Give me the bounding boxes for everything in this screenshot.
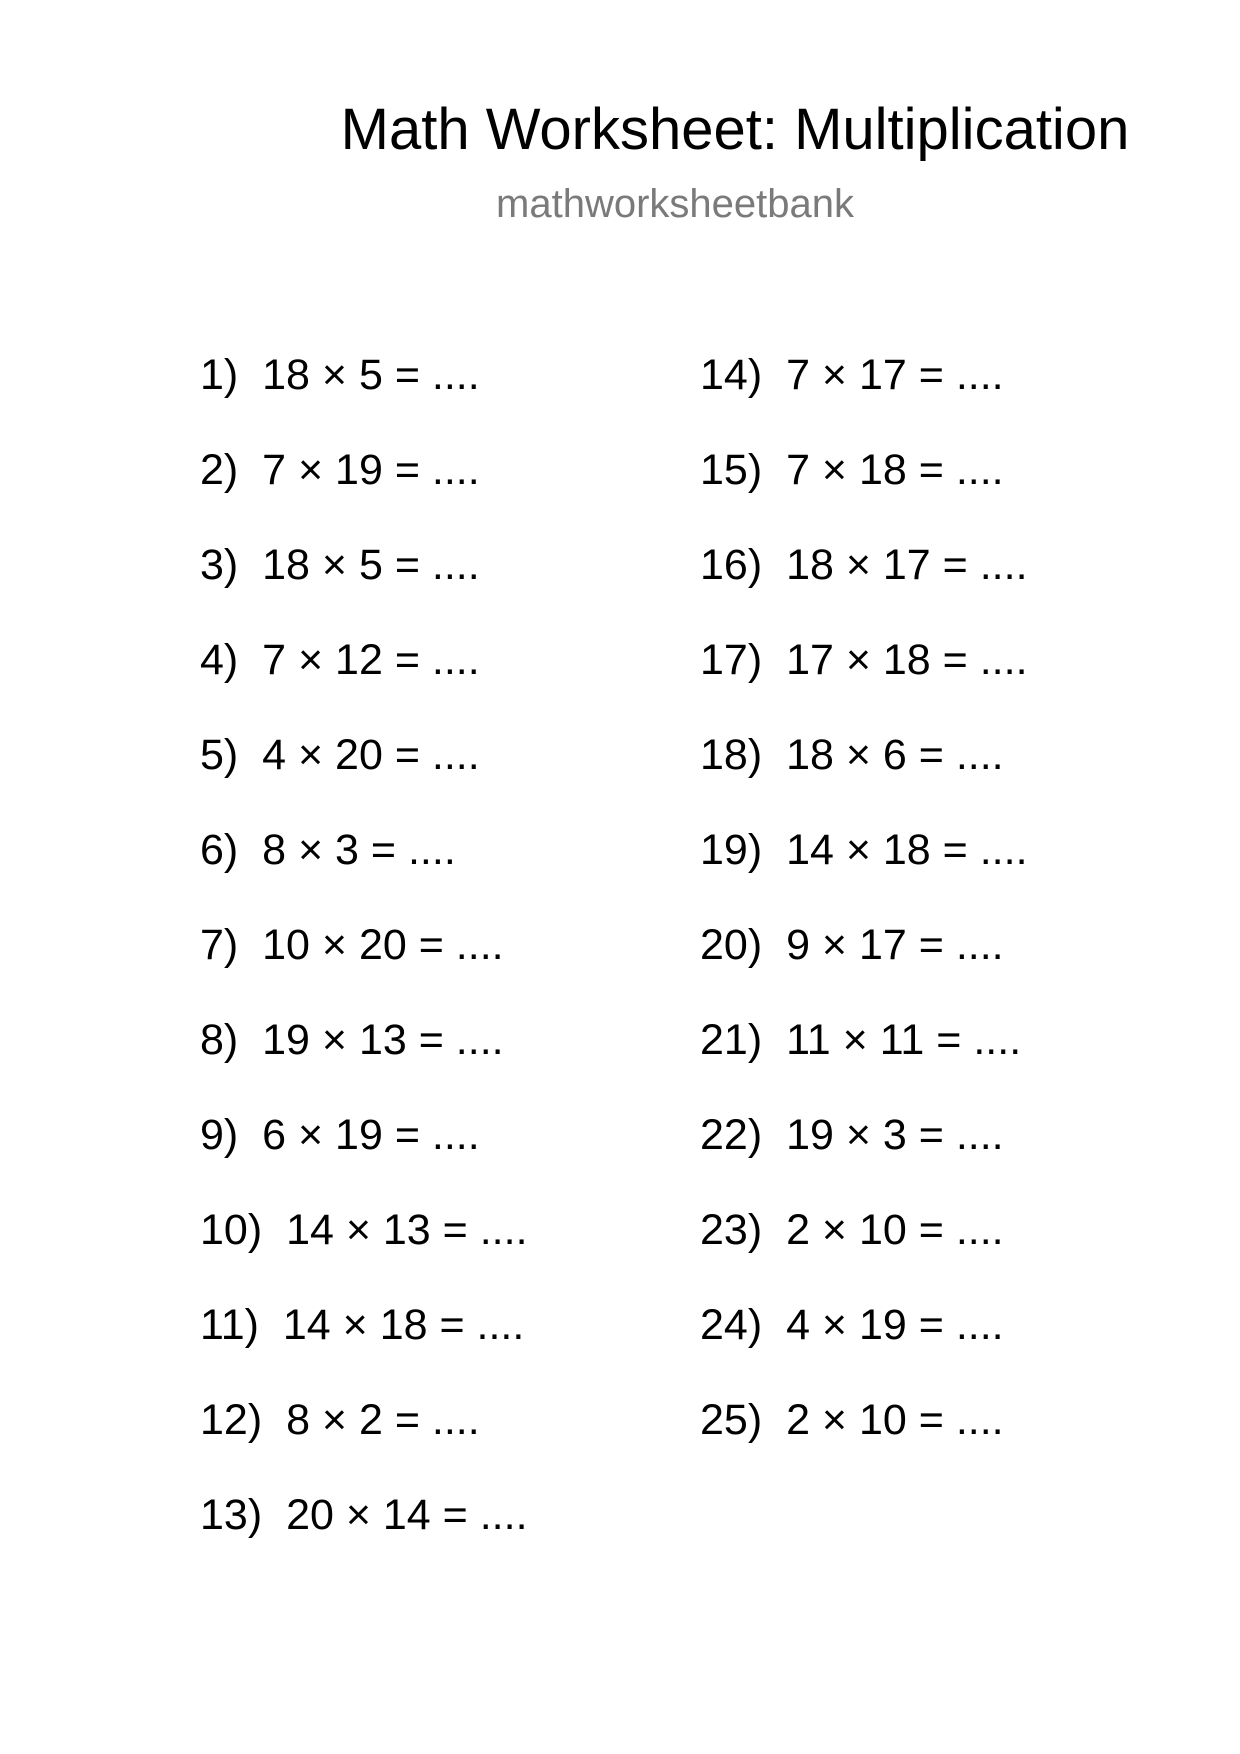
problem-number: 23) bbox=[700, 1206, 763, 1254]
problem-24 bbox=[700, 1295, 1028, 1390]
problem-10 bbox=[200, 1200, 528, 1295]
problem-number: 8) bbox=[200, 1016, 239, 1064]
problem-expression: 8 × 3 = .... bbox=[262, 826, 456, 874]
problem-number: 3) bbox=[200, 541, 239, 589]
problem-expression: 14 × 18 = .... bbox=[786, 826, 1028, 874]
problem-21 bbox=[700, 1010, 1028, 1105]
problem-16 bbox=[700, 535, 1028, 630]
problem-expression: 8 × 2 = .... bbox=[286, 1396, 480, 1444]
problem-number: 4) bbox=[200, 636, 239, 684]
problem-number: 18) bbox=[700, 731, 763, 779]
problem-expression: 9 × 17 = .... bbox=[786, 921, 1004, 969]
problem-expression: 19 × 13 = .... bbox=[262, 1016, 504, 1064]
problem-25 bbox=[700, 1390, 1028, 1485]
problem-number: 9) bbox=[200, 1111, 239, 1159]
problem-23 bbox=[700, 1200, 1028, 1295]
problem-20 bbox=[700, 915, 1028, 1010]
problem-expression: 18 × 17 = .... bbox=[786, 541, 1028, 589]
problem-19 bbox=[700, 820, 1028, 915]
problem-9 bbox=[200, 1105, 528, 1200]
problem-number: 5) bbox=[200, 731, 239, 779]
problem-number: 20) bbox=[700, 921, 763, 969]
problem-expression: 10 × 20 = .... bbox=[262, 921, 504, 969]
problem-expression: 18 × 6 = .... bbox=[786, 731, 1004, 779]
problem-number: 21) bbox=[700, 1016, 763, 1064]
problem-number: 13) bbox=[200, 1491, 263, 1539]
problem-1 bbox=[200, 345, 528, 440]
problem-expression: 17 × 18 = .... bbox=[786, 636, 1028, 684]
problem-15 bbox=[700, 440, 1028, 535]
problem-expression: 4 × 19 = .... bbox=[786, 1301, 1004, 1349]
problem-number: 6) bbox=[200, 826, 239, 874]
problem-number: 2) bbox=[200, 446, 239, 494]
problem-6 bbox=[200, 820, 528, 915]
problem-13 bbox=[200, 1485, 528, 1580]
problem-number: 16) bbox=[700, 541, 763, 589]
problem-expression: 7 × 18 = .... bbox=[786, 446, 1004, 494]
problem-expression: 11 × 11 = .... bbox=[786, 1016, 1022, 1064]
problem-number: 12) bbox=[200, 1396, 263, 1444]
problems-column-right bbox=[700, 345, 1028, 1485]
problem-expression: 7 × 17 = .... bbox=[786, 351, 1004, 399]
problem-expression: 19 × 3 = .... bbox=[786, 1111, 1004, 1159]
problems-column-left bbox=[200, 345, 528, 1580]
problem-3 bbox=[200, 535, 528, 630]
problem-expression: 18 × 5 = .... bbox=[262, 351, 480, 399]
problem-number: 25) bbox=[700, 1396, 763, 1444]
problem-number: 17) bbox=[700, 636, 763, 684]
problem-4 bbox=[200, 630, 528, 725]
problem-22 bbox=[700, 1105, 1028, 1200]
problem-17 bbox=[700, 630, 1028, 725]
problem-12 bbox=[200, 1390, 528, 1485]
worksheet-title: Math Worksheet: Multiplication bbox=[340, 97, 1130, 162]
problem-expression: 18 × 5 = .... bbox=[262, 541, 480, 589]
problem-expression: 20 × 14 = .... bbox=[286, 1491, 528, 1539]
problem-number: 19) bbox=[700, 826, 763, 874]
problem-number: 15) bbox=[700, 446, 763, 494]
problem-expression: 7 × 12 = .... bbox=[262, 636, 480, 684]
problem-number: 14) bbox=[700, 351, 763, 399]
problem-expression: 7 × 19 = .... bbox=[262, 446, 480, 494]
problem-expression: 2 × 10 = .... bbox=[786, 1206, 1004, 1254]
problem-expression: 14 × 13 = .... bbox=[286, 1206, 528, 1254]
problem-expression: 2 × 10 = .... bbox=[786, 1396, 1004, 1444]
problem-2 bbox=[200, 440, 528, 535]
problem-7 bbox=[200, 915, 528, 1010]
problem-number: 24) bbox=[700, 1301, 763, 1349]
problem-18 bbox=[700, 725, 1028, 820]
problem-expression: 14 × 18 = .... bbox=[282, 1301, 525, 1349]
problem-number: 1) bbox=[200, 351, 239, 399]
problem-5 bbox=[200, 725, 528, 820]
problem-number: 10) bbox=[200, 1206, 263, 1254]
problem-expression: 4 × 20 = .... bbox=[262, 731, 480, 779]
problem-number: 7) bbox=[200, 921, 239, 969]
problem-11 bbox=[200, 1295, 528, 1390]
problem-number: 22) bbox=[700, 1111, 763, 1159]
worksheet-subtitle: mathworksheetbank bbox=[496, 182, 854, 226]
problem-number: 11) bbox=[200, 1301, 259, 1349]
problem-14 bbox=[700, 345, 1028, 440]
problem-expression: 6 × 19 = .... bbox=[262, 1111, 480, 1159]
problem-8 bbox=[200, 1010, 528, 1105]
